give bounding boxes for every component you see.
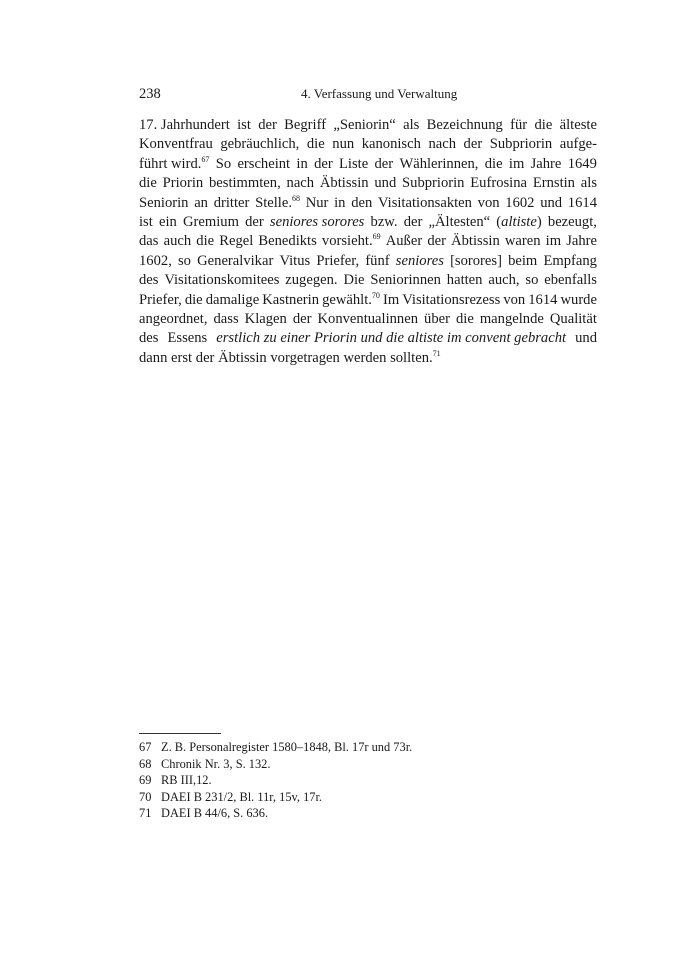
word-group	[322, 291, 380, 310]
word: Nur	[305, 194, 329, 211]
word: 1602	[505, 194, 535, 211]
word: der	[374, 155, 394, 172]
word: aufge-	[559, 136, 597, 153]
footnote	[139, 805, 597, 822]
page-header	[139, 84, 597, 104]
italic-term: seniores sorores	[269, 213, 365, 230]
word: 1614	[567, 194, 597, 211]
word: Wählerinnen,	[399, 155, 479, 172]
text-line	[139, 232, 597, 251]
word: der	[463, 136, 483, 153]
word: Im	[382, 291, 400, 308]
word: des	[139, 272, 159, 289]
word: auch	[163, 233, 192, 250]
word: Visitationskomitees	[164, 272, 280, 289]
footnote-text: DAEI B 44/6, S. 636.	[161, 806, 269, 820]
word: und	[575, 330, 597, 347]
footnote-ref[interactable]: 69	[372, 232, 381, 242]
word: als	[403, 117, 420, 133]
word: so	[178, 252, 191, 269]
word: und	[374, 175, 397, 192]
word: wurde	[560, 291, 597, 308]
word: von	[477, 194, 500, 211]
word: 1614	[528, 291, 558, 308]
word: beim	[508, 252, 538, 269]
text-line	[139, 329, 597, 348]
footnote-text: Z. B. Personalregister 1580–1848, Bl. 17r und 73r.	[161, 740, 413, 754]
word: von	[503, 291, 526, 308]
word: der	[314, 155, 333, 172]
word: die	[534, 117, 553, 133]
word: erscheint	[237, 155, 291, 172]
text-line	[139, 271, 597, 290]
footnote-ref[interactable]: 71	[432, 348, 441, 358]
text-line	[139, 291, 597, 310]
word: der	[195, 349, 215, 366]
word: als	[580, 175, 597, 192]
text-line	[139, 252, 597, 271]
word: waren	[504, 233, 541, 250]
footnote	[139, 756, 597, 773]
word: Konventfrau	[139, 136, 213, 153]
italic-term: altiste	[501, 213, 537, 230]
word: Qualität	[549, 310, 597, 327]
word: Visitationsakten	[377, 194, 472, 211]
word: Visitationsrezess	[402, 291, 501, 308]
word: Essens	[167, 330, 208, 347]
word: Konventualinnen	[317, 310, 418, 327]
word: Subpriorin	[489, 136, 553, 153]
word: Außer	[385, 233, 423, 250]
word: ebenfalls	[544, 272, 597, 289]
word: angeordnet,	[139, 310, 208, 327]
footnote-text: RB III,12.	[161, 773, 212, 787]
footnote-ref[interactable]: 70	[371, 290, 380, 300]
text-line	[139, 135, 597, 154]
text-line	[139, 174, 597, 193]
word: Priefer,	[316, 252, 360, 269]
word: die	[184, 291, 203, 308]
text-line	[139, 349, 597, 368]
word: Stelle.	[255, 194, 292, 211]
word: und	[540, 194, 563, 211]
word: Priorin	[162, 175, 204, 192]
word: im	[545, 233, 562, 250]
italic-term: seniores	[395, 252, 444, 269]
word: in	[334, 194, 346, 211]
word: mangelnde	[479, 310, 544, 327]
italic-quotation: erstlich zu einer Priorin und die altiste im convent gebracht	[216, 330, 567, 347]
word: gewählt.	[322, 291, 372, 308]
word: bestimmten,	[208, 175, 281, 192]
word: Gremium	[182, 213, 239, 230]
word: Subpriorin	[402, 175, 465, 192]
running-head: 4. Verfassung und Verwaltung	[301, 86, 458, 101]
word: auch,	[488, 272, 520, 289]
word: dass	[213, 310, 239, 327]
word: zugegen.	[285, 272, 338, 289]
page-number: 238	[139, 86, 161, 102]
footnote-ref[interactable]: 68	[291, 193, 300, 203]
word: Vitus	[279, 252, 311, 269]
word: Priefer,	[139, 291, 182, 308]
italic-term-parenthetical: (altiste)	[496, 213, 542, 230]
word: ist	[139, 213, 153, 230]
word: so	[525, 272, 539, 289]
text-line	[139, 116, 597, 135]
word: So	[215, 155, 232, 172]
word: 1649	[567, 155, 597, 172]
word: Liste	[339, 155, 369, 172]
word: Seniorin	[139, 194, 189, 211]
word: ein	[158, 213, 177, 230]
word: der	[427, 233, 446, 250]
footnote-text: Chronik Nr. 3, S. 132.	[161, 756, 271, 771]
footnote-text: DAEI B 231/2, Bl. 11r, 15v, 17r.	[161, 789, 323, 804]
word-group	[386, 349, 440, 368]
word: vorsieht.	[321, 233, 373, 250]
word: nun	[332, 136, 355, 153]
word: fünf	[365, 252, 390, 269]
footnote-number: 68	[139, 756, 152, 771]
word: Kastnerin	[262, 291, 320, 308]
footnote-number: 69	[139, 773, 152, 787]
word: der	[292, 310, 312, 327]
word: die	[306, 136, 325, 153]
word-group	[139, 155, 209, 174]
word: Generalvikar	[197, 252, 274, 269]
word: „Ältesten“	[428, 213, 491, 230]
word: damalige	[205, 291, 260, 308]
word: bezeugt,	[547, 213, 597, 230]
footnote	[139, 739, 597, 756]
word: über	[424, 310, 450, 327]
text-line	[139, 310, 597, 329]
word: Die	[343, 272, 365, 289]
word: die	[455, 310, 474, 327]
word: werden	[343, 349, 387, 366]
footnote	[139, 789, 597, 806]
word: im	[508, 155, 525, 172]
word: Begriff	[284, 117, 327, 133]
word: die	[139, 175, 157, 192]
word: des	[139, 330, 159, 347]
word: bzw.	[370, 213, 398, 230]
word: in	[296, 155, 308, 172]
word: Klagen	[244, 310, 287, 327]
word: dann	[139, 349, 168, 366]
word: kanonisch	[361, 136, 421, 153]
word: [sorores]	[450, 252, 502, 269]
word: nach	[286, 175, 315, 192]
word: die	[484, 155, 503, 172]
footnote-number: 67	[139, 740, 152, 754]
footnotes	[139, 739, 597, 822]
word: vorgetragen	[270, 349, 340, 366]
word: für	[510, 117, 528, 133]
word: „Seniorin“	[333, 117, 396, 133]
word: dritter	[213, 194, 250, 211]
word: das	[139, 233, 159, 250]
word: Äbtissin	[451, 233, 500, 250]
word: 1602,	[139, 252, 172, 269]
word: gebräuchlich,	[220, 136, 300, 153]
footnote	[139, 772, 597, 789]
word: Ernstin	[532, 175, 575, 192]
word-group	[322, 232, 381, 251]
word: den	[351, 194, 373, 211]
text-line	[139, 194, 597, 213]
word: 17. Jahrhundert	[139, 117, 230, 133]
word: der	[245, 213, 264, 230]
word-group	[255, 194, 300, 213]
word: an	[194, 194, 208, 211]
text-line	[139, 155, 597, 174]
word: Eufrosina	[470, 175, 528, 192]
word: Jahre	[566, 233, 597, 250]
word: der	[403, 213, 423, 230]
word: Regel	[219, 233, 254, 250]
word: führt wird.	[139, 155, 202, 172]
word: Bezeichnung	[426, 117, 503, 133]
footnote-separator	[139, 733, 221, 734]
body-text	[139, 116, 597, 368]
word: Benedikts	[258, 233, 317, 250]
word: Äbtissin	[218, 349, 267, 366]
footnote-number: 70	[139, 789, 152, 804]
word: hatten	[446, 272, 483, 289]
word: der	[258, 117, 277, 133]
footnote-ref[interactable]: 67	[201, 154, 210, 164]
word: die	[196, 233, 215, 250]
word: erst	[171, 349, 193, 366]
word: Empfang	[543, 252, 597, 269]
word: Seniorinnen	[370, 272, 441, 289]
text-line	[139, 213, 597, 232]
footnote-number: 71	[139, 806, 152, 820]
word: ist	[237, 117, 251, 133]
word: Äbtissin	[319, 175, 369, 192]
word: Jahre	[530, 155, 562, 172]
word: sollten.	[390, 349, 433, 366]
word: nach	[428, 136, 456, 153]
word: älteste	[559, 117, 597, 133]
